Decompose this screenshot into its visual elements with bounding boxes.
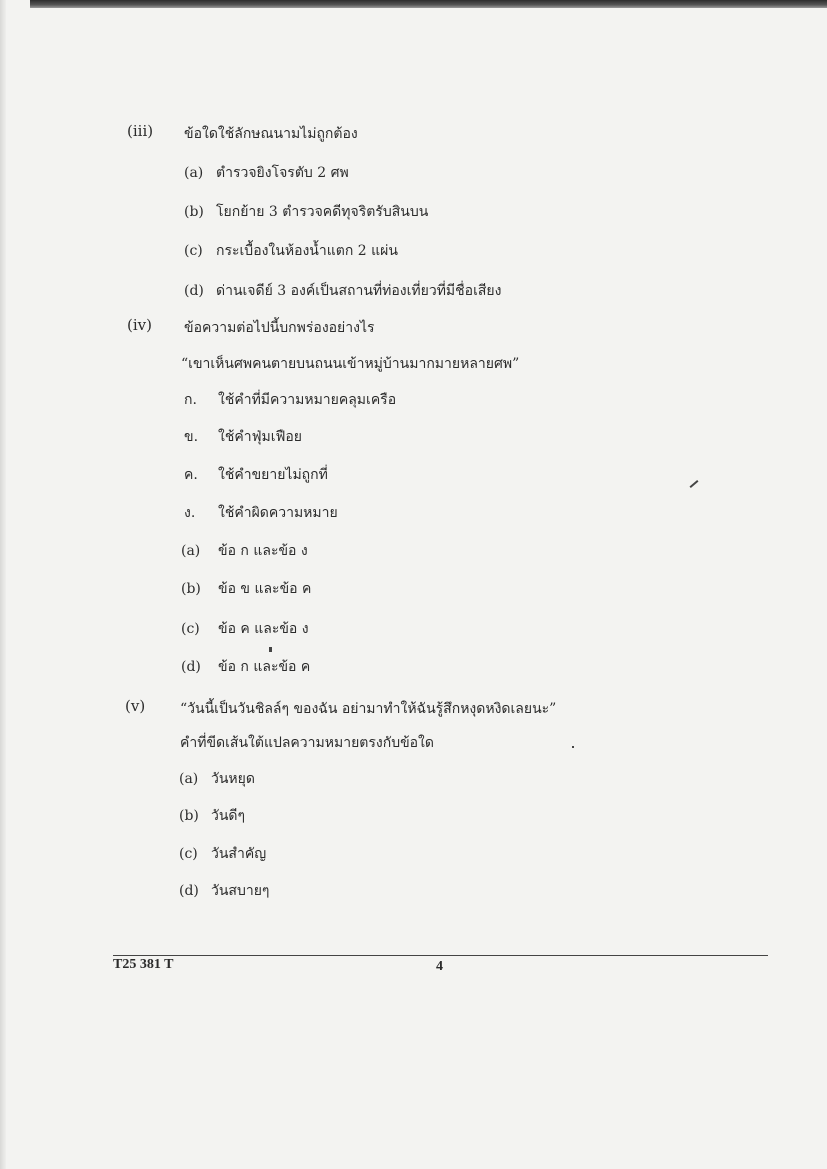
option-text: กระเบื้องในห้องน้ำแตก 2 แผ่น: [216, 243, 398, 259]
option-text: ข้อ ค และข้อ ง: [218, 621, 309, 637]
option-label: (d): [181, 659, 201, 675]
question-quote: “วันนี้เป็นวันชิลล์ๆ ของฉัน อย่ามาทำให้ฉันรู้สึกหงุดหงิดเลยนะ”: [180, 701, 557, 717]
option-label: (d): [184, 283, 204, 299]
option-label: (b): [181, 581, 201, 597]
option-text: ข้อ ก และข้อ ง: [218, 543, 308, 559]
pen-mark: [572, 746, 574, 748]
option-text: ด่านเจดีย์ 3 องค์เป็นสถานที่ท่องเที่ยวที่มีชื่อเสียง: [216, 283, 502, 299]
choice-text: ใช้คำฟุ่มเฟือย: [218, 429, 303, 445]
footer-rule: [113, 955, 768, 956]
choice-label: ข.: [184, 429, 199, 445]
option-text: วันหยุด: [211, 771, 255, 787]
question-text: คำที่ขีดเส้นใต้แปลความหมายตรงกับข้อใด: [180, 735, 434, 751]
option-label: (b): [179, 808, 199, 824]
option-label: (a): [184, 165, 204, 181]
page-number: 4: [436, 959, 443, 974]
choice-text: ใช้คำผิดความหมาย: [218, 505, 338, 521]
question-text: ข้อความต่อไปนี้บกพร่องอย่างไร: [184, 320, 375, 336]
option-label: (c): [181, 621, 200, 637]
scan-edge-left: [0, 0, 6, 1169]
pen-mark: [690, 480, 699, 488]
option-label: (b): [184, 204, 204, 220]
option-text: ข้อ ก และข้อ ค: [218, 659, 311, 675]
option-text: ข้อ ข และข้อ ค: [218, 581, 312, 597]
option-label: (d): [179, 883, 199, 899]
choice-label: ง.: [184, 505, 196, 521]
question-quote: “เขาเห็นศพคนตายบนถนนเข้าหมู่บ้านมากมายหลายศพ”: [181, 356, 520, 372]
option-label: (c): [184, 243, 203, 259]
option-label: (a): [179, 771, 199, 787]
exam-code: T25 381 T: [113, 957, 174, 972]
choice-label: ค.: [184, 467, 198, 483]
question-number: (v): [125, 697, 146, 715]
option-text: วันสบายๆ: [211, 883, 270, 899]
question-number: (iii): [127, 122, 154, 140]
option-text: วันดีๆ: [211, 808, 246, 824]
option-label: (c): [179, 846, 198, 862]
scan-edge-top: [30, 0, 827, 8]
option-text: โยกย้าย 3 ตำรวจคดีทุจริตรับสินบน: [216, 204, 429, 220]
choice-label: ก.: [184, 392, 197, 408]
choice-text: ใช้คำที่มีความหมายคลุมเครือ: [218, 392, 397, 408]
question-number: (iv): [127, 316, 152, 334]
question-text: ข้อใดใช้ลักษณนามไม่ถูกต้อง: [184, 126, 358, 142]
option-text: วันสำคัญ: [211, 846, 267, 862]
option-label: (a): [181, 543, 201, 559]
pen-mark: [269, 647, 272, 652]
option-text: ตำรวจยิงโจรตับ 2 ศพ: [216, 165, 349, 181]
choice-text: ใช้คำขยายไม่ถูกที่: [218, 467, 328, 483]
